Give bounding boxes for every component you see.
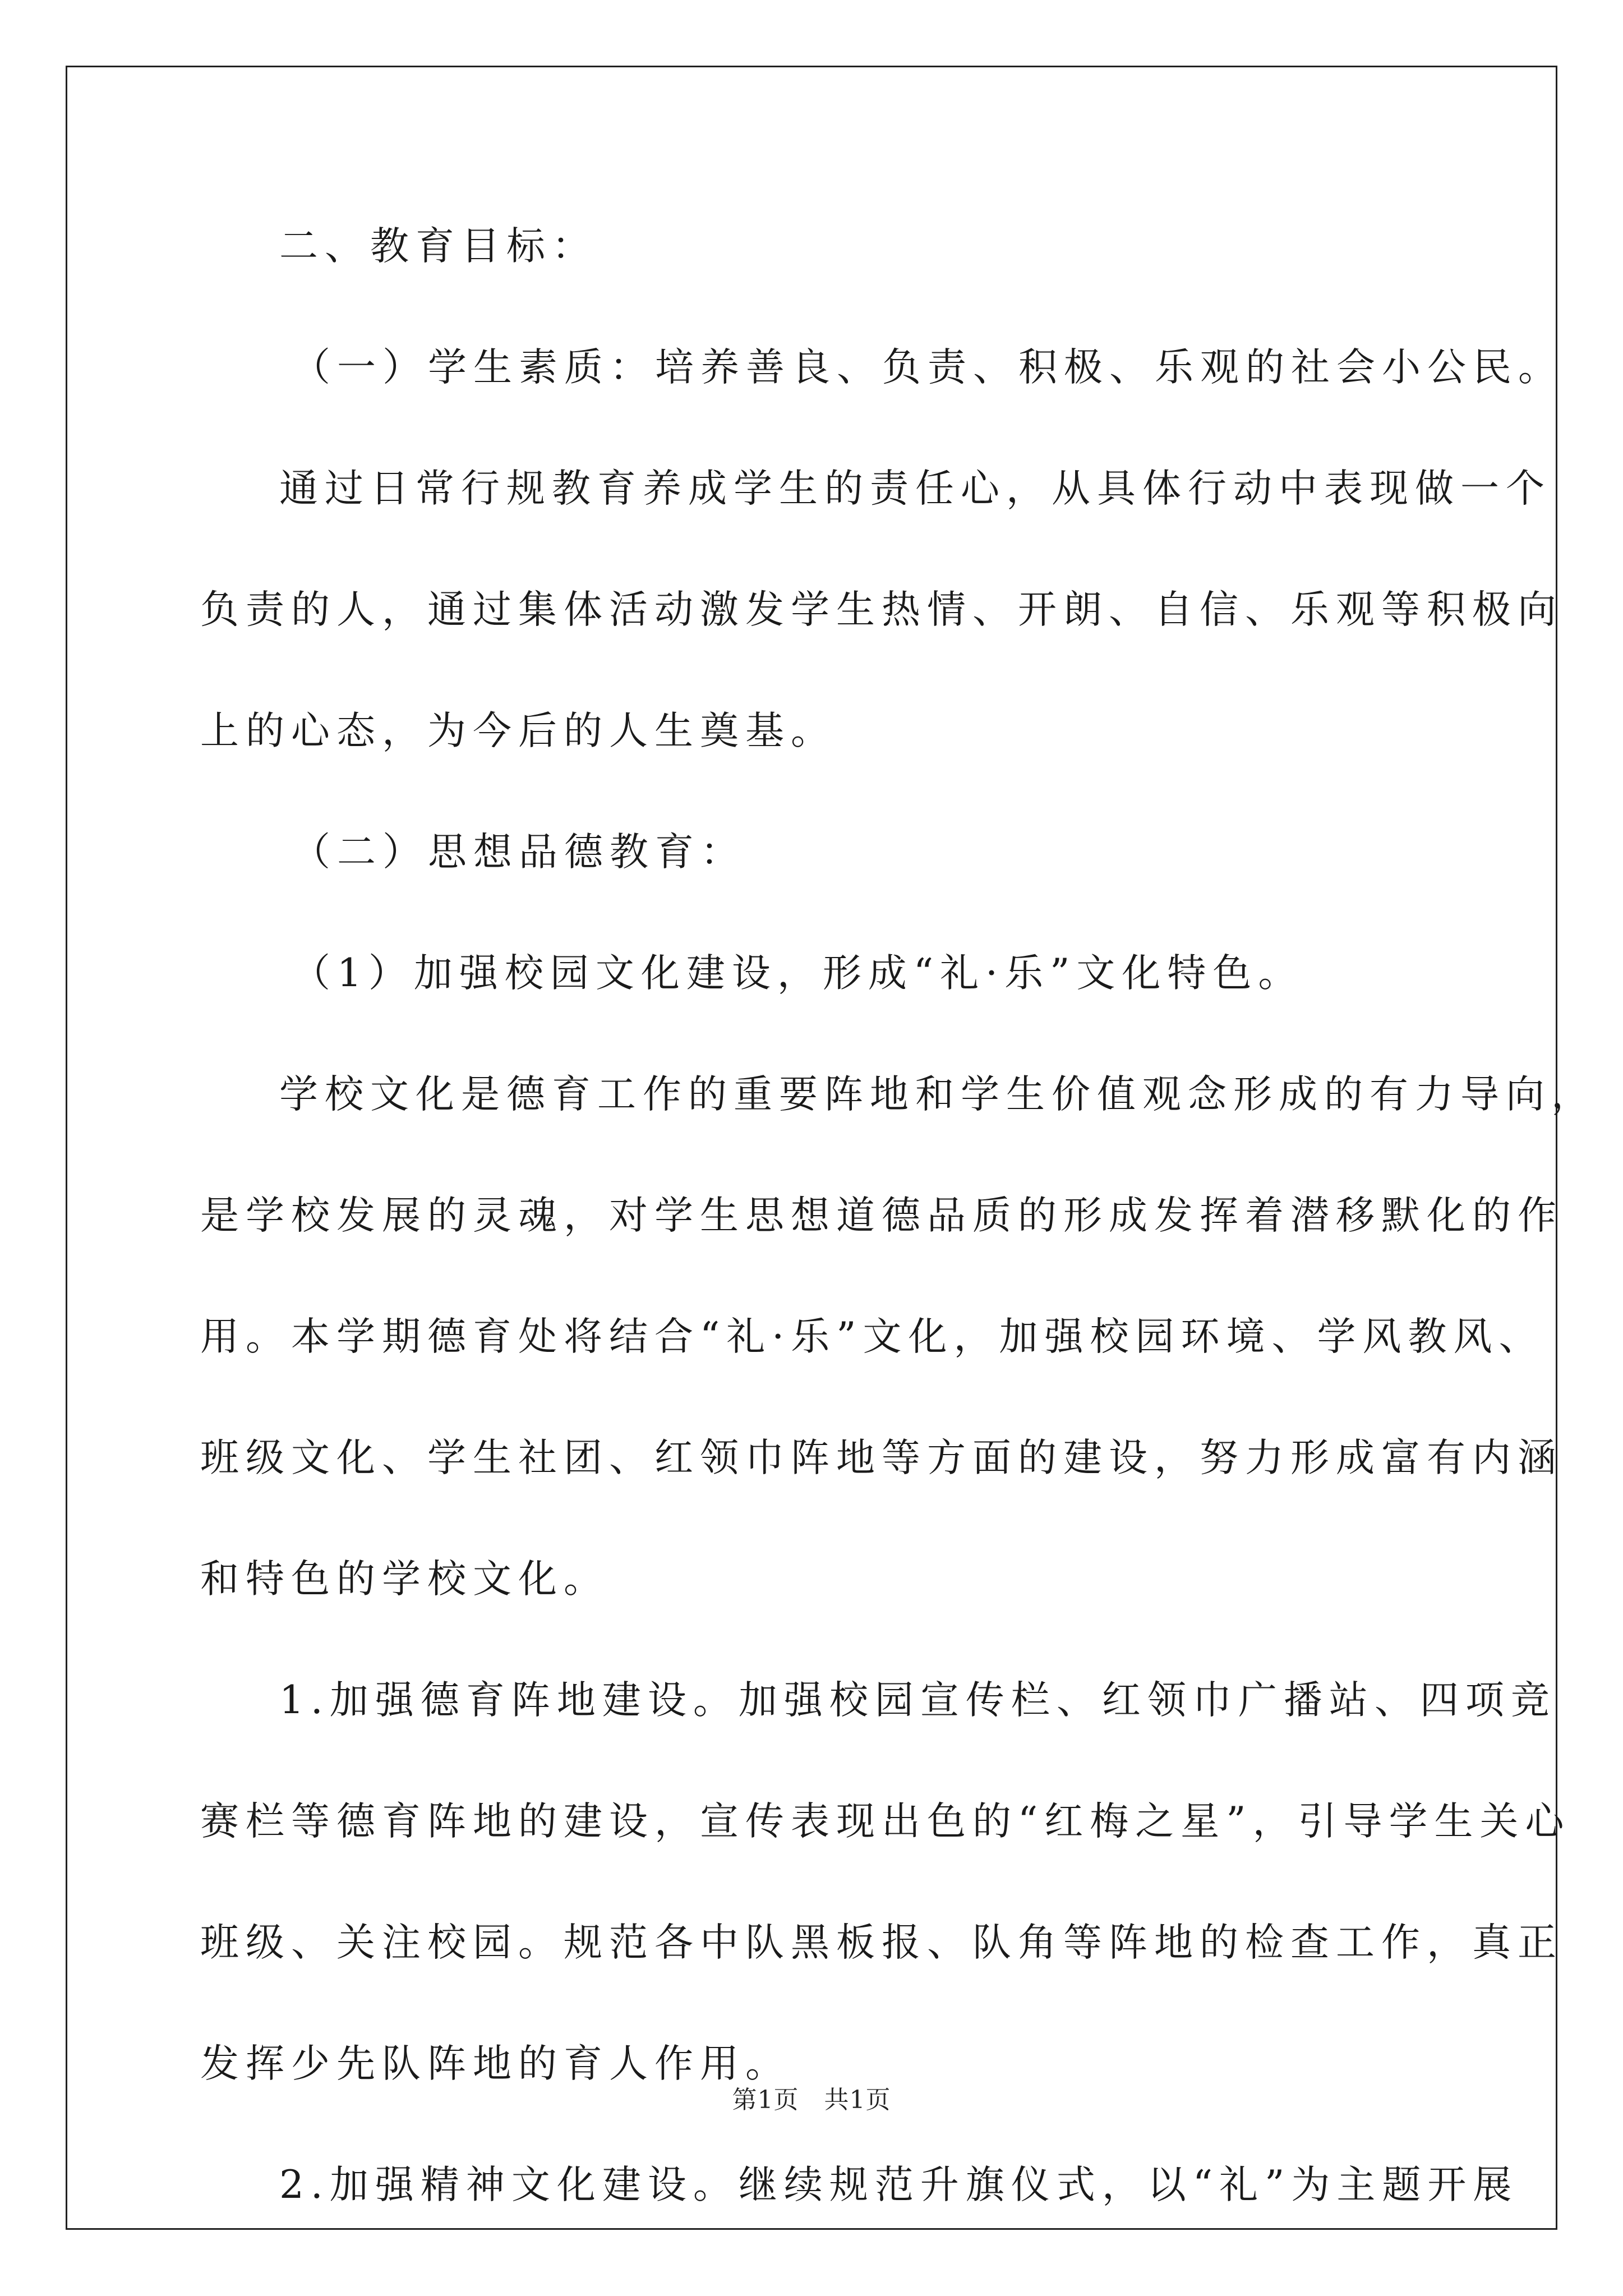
paragraph-line: 负责的人，通过集体活动激发学生热情、开朗、自信、乐观等积极向 bbox=[200, 587, 1563, 632]
subsection-heading: （二）思想品德教育： bbox=[292, 830, 746, 875]
paragraph-line: 发挥少先队阵地的育人作用。 bbox=[200, 2041, 791, 2086]
paragraph-line: 2.加强精神文化建设。继续规范升旗仪式，以“礼”为主题开展 bbox=[279, 2162, 1519, 2207]
paragraph-line: 用。本学期德育处将结合“礼·乐”文化，加强校园环境、学风教风、 bbox=[200, 1314, 1544, 1359]
subsection-heading: （一）学生素质：培养善良、负责、积极、乐观的社会小公民。 bbox=[292, 345, 1564, 390]
paragraph-line: 1.加强德育阵地建设。加强校园宣传栏、红领巾广播站、四项竞 bbox=[279, 1678, 1556, 1723]
item-heading: （1）加强校园文化建设，形成“礼·乐”文化特色。 bbox=[292, 951, 1304, 996]
paragraph-line: 班级、关注校园。规范各中队黑板报、队角等阵地的检查工作，真正 bbox=[200, 1920, 1563, 1965]
section-heading: 二、教育目标： bbox=[279, 224, 597, 269]
paragraph-line: 是学校发展的灵魂，对学生思想道德品质的形成发挥着潜移默化的作 bbox=[200, 1193, 1563, 1238]
paragraph-line: 赛栏等德育阵地的建设，宣传表现出色的“红梅之星”，引导学生关心 bbox=[200, 1799, 1571, 1844]
paragraph-line: 通过日常行规教育养成学生的责任心，从具体行动中表现做一个 bbox=[279, 466, 1551, 511]
paragraph-line: 班级文化、学生社团、红领巾阵地等方面的建设，努力形成富有内涵 bbox=[200, 1435, 1563, 1480]
page-number-footer: 第1页 共1页 bbox=[732, 2086, 891, 2114]
paragraph-line: 上的心态，为今后的人生奠基。 bbox=[200, 708, 836, 753]
paragraph-line: 和特色的学校文化。 bbox=[200, 1557, 609, 1602]
paragraph-line: 学校文化是德育工作的重要阵地和学生价值观念形成的有力导向， bbox=[279, 1072, 1597, 1117]
